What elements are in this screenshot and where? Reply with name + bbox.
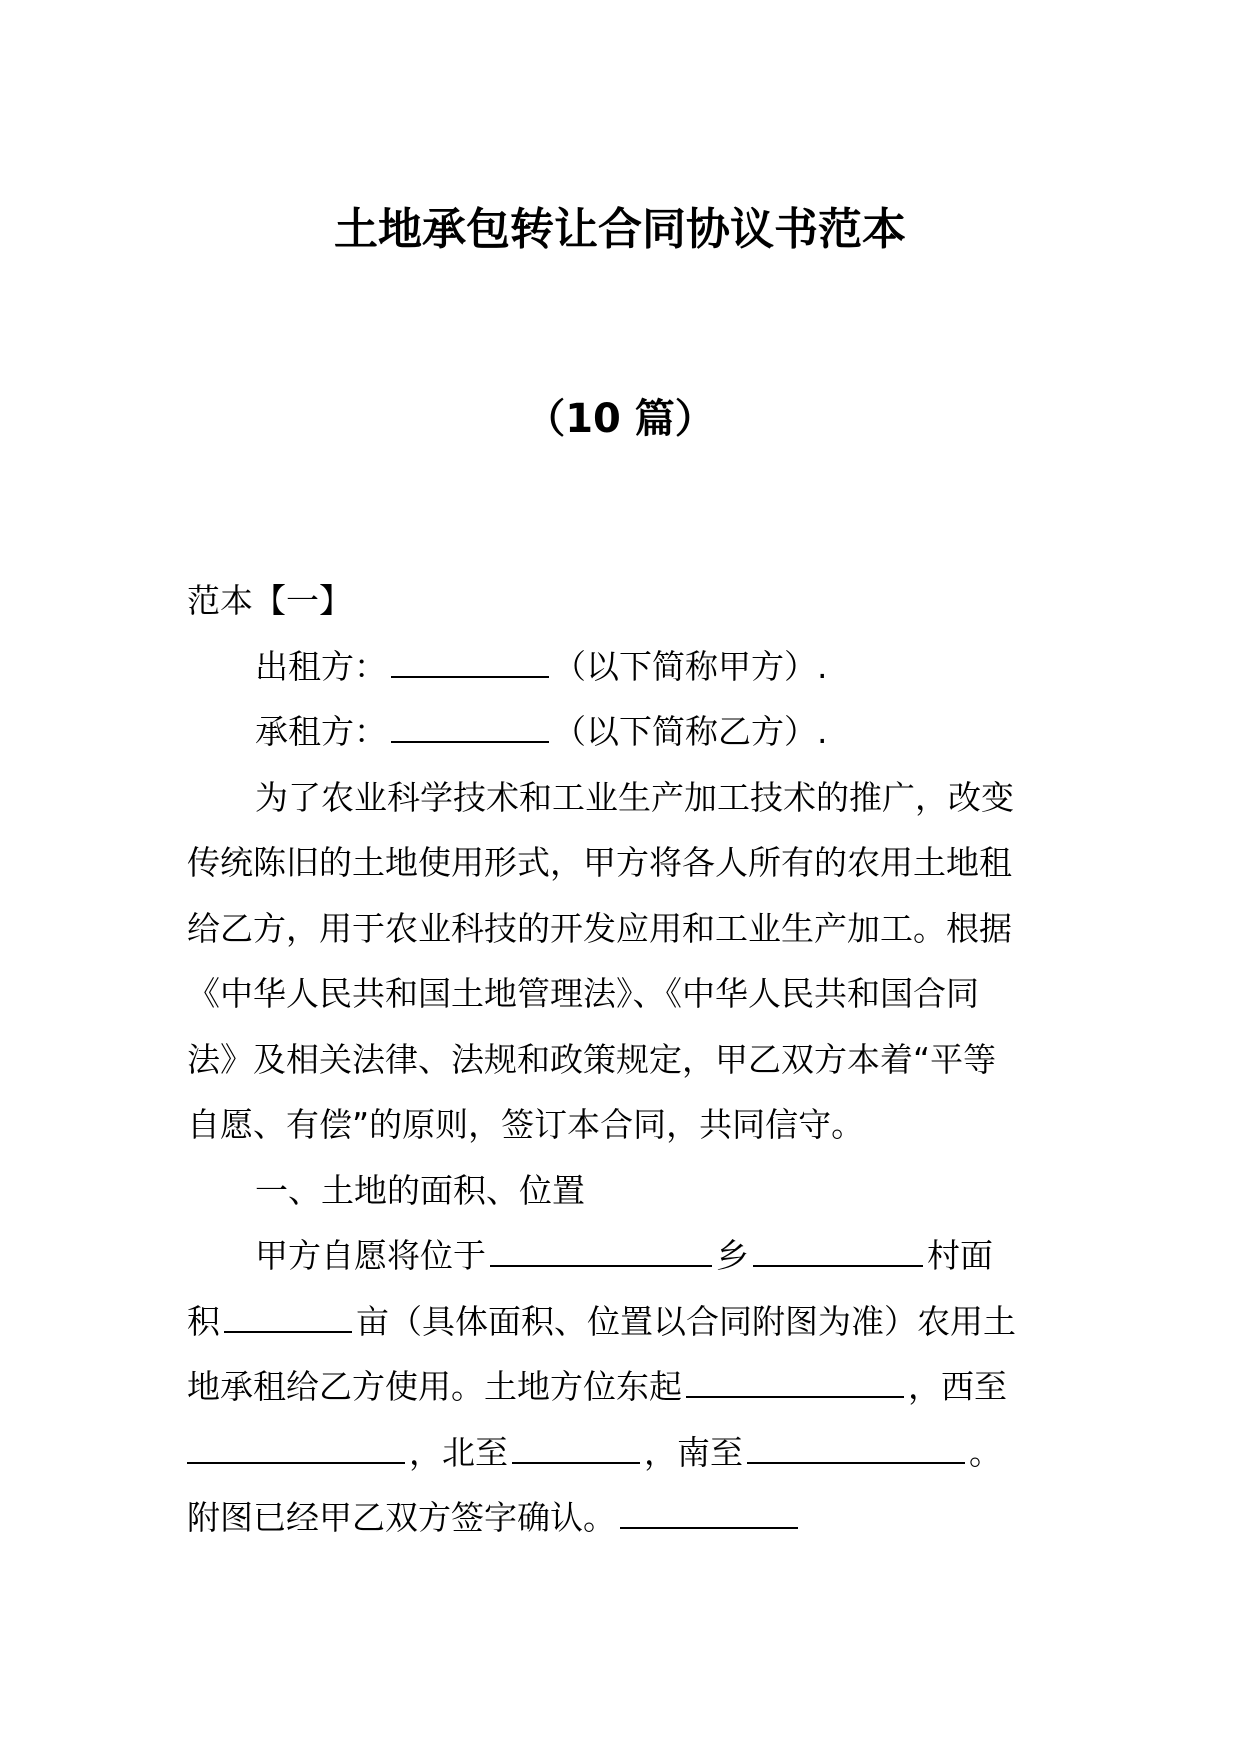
section-heading: 范本【一】 [187, 581, 352, 620]
area-blank [224, 1298, 352, 1333]
preamble-line: 自愿、有偿”的原则，签订本合同，共同信守。 [187, 1105, 865, 1144]
west-boundary-blank [187, 1429, 405, 1464]
lessor-line [187, 634, 1067, 700]
lessee-name-blank [391, 708, 549, 743]
preamble-line: 传统陈旧的土地使用形式，甲方将各人所有的农用土地租 [187, 843, 1012, 882]
clause-text: ，北至 [409, 1432, 508, 1472]
clause-text: 。 [969, 1432, 1002, 1472]
lessee-line [187, 699, 1067, 765]
clause-line [187, 1485, 1067, 1551]
clause-text: ，南至 [644, 1432, 743, 1472]
preamble-line: 为了农业科学技术和工业生产加工技术的推广，改变 [255, 777, 1014, 817]
clause-text: 村面 [927, 1236, 993, 1275]
lessor-label: 出租方： [255, 646, 387, 686]
clause-heading: 一、土地的面积、位置 [255, 1170, 585, 1210]
clause-text: 甲方自愿将位于 [255, 1236, 486, 1275]
east-boundary-blank [686, 1363, 904, 1398]
clause-line [187, 1223, 1067, 1289]
lessor-name-blank [391, 643, 549, 678]
clause-text: 附图已经甲乙双方签字确认。 [187, 1498, 616, 1537]
lessor-suffix: （以下简称甲方）. [553, 646, 828, 686]
preamble-line: 给乙方，用于农业科技的开发应用和工业生产加工。根据 [187, 908, 1012, 948]
clause-line [187, 1354, 1067, 1420]
clause-text: 亩（具体面积、位置以合同附图为准）农用土 [356, 1301, 1016, 1341]
clause-line [187, 1289, 1067, 1355]
clause-text: 乡 [716, 1236, 749, 1275]
lessee-suffix: （以下简称乙方）. [553, 712, 828, 751]
lessee-label: 承租方： [255, 712, 387, 751]
preamble-line: 法》及相关法律、法规和政策规定，甲乙双方本着“平等 [187, 1039, 997, 1079]
north-boundary-blank [512, 1429, 640, 1464]
document-subtitle: （10 篇） [525, 396, 715, 442]
preamble-line: 《中华人民共和国土地管理法》、《中华人民共和国合同 [187, 974, 979, 1013]
village-blank [753, 1232, 923, 1267]
clause-text: 地承租给乙方使用。土地方位东起 [187, 1367, 682, 1406]
south-boundary-blank [747, 1429, 965, 1464]
document-title: 土地承包转让合同协议书范本 [334, 204, 906, 255]
document-body [187, 568, 1067, 1551]
confirmation-blank [620, 1494, 798, 1529]
township-blank [490, 1232, 712, 1267]
clause-text: 积 [187, 1301, 220, 1341]
clause-text: ，西至 [908, 1367, 1007, 1406]
clause-line [187, 1420, 1067, 1486]
